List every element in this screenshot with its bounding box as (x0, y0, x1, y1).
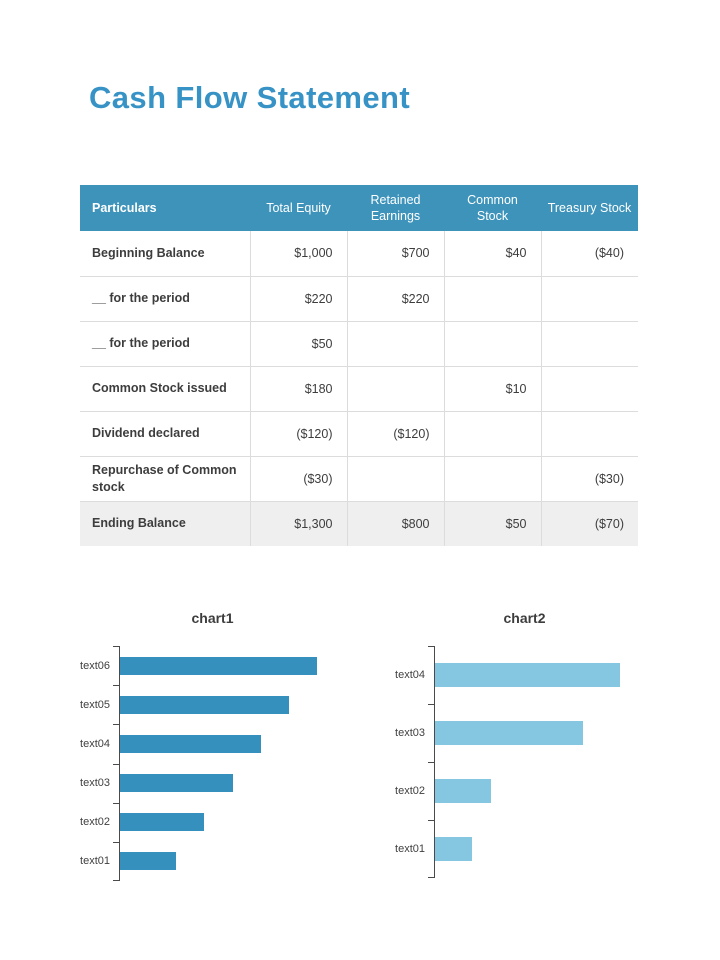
category-label: text04 (395, 669, 425, 681)
chart2-plot (395, 646, 657, 878)
table-cell (444, 276, 541, 321)
table-cell: $50 (444, 501, 541, 546)
axis-tick (113, 724, 120, 725)
table-cell: $700 (347, 231, 444, 276)
table-cell: $40 (444, 231, 541, 276)
table-cell: ($40) (541, 231, 638, 276)
bar-text05 (120, 696, 289, 714)
table-cell: $180 (250, 366, 347, 411)
category-label: text06 (80, 660, 110, 672)
cash-flow-table (80, 185, 638, 546)
table-cell: ($120) (347, 411, 444, 456)
axis-tick (428, 877, 435, 878)
row-label: __ for the period (80, 276, 250, 321)
category-label: text01 (80, 855, 110, 867)
table-header-row (80, 185, 638, 231)
chart2-title: chart2 (503, 610, 546, 626)
table-cell: $1,000 (250, 231, 347, 276)
axis-tick (113, 842, 120, 843)
bar-text01 (435, 837, 472, 861)
row-label: Ending Balance (80, 501, 250, 546)
row-label: Dividend declared (80, 411, 250, 456)
table-cell (347, 456, 444, 501)
table-cell (347, 366, 444, 411)
axis-tick (428, 762, 435, 763)
bar-text06 (120, 657, 317, 675)
bar-text02 (435, 779, 491, 803)
category-label: text01 (395, 843, 425, 855)
table-cell: $10 (444, 366, 541, 411)
table-cell: ($70) (541, 501, 638, 546)
column-header-3: Common Stock (444, 185, 541, 231)
axis-tick (428, 704, 435, 705)
category-label: text02 (80, 816, 110, 828)
category-label: text02 (395, 785, 425, 797)
axis-tick (113, 880, 120, 881)
table-row (80, 276, 638, 321)
bar-text03 (120, 774, 233, 792)
axis-tick (113, 646, 120, 647)
table-body (80, 231, 638, 546)
axis-tick (113, 803, 120, 804)
table-cell (444, 456, 541, 501)
category-label: text05 (80, 699, 110, 711)
axis-tick (428, 646, 435, 647)
table-row (80, 366, 638, 411)
row-label: Beginning Balance (80, 231, 250, 276)
table-cell (541, 366, 638, 411)
row-label: Common Stock issued (80, 366, 250, 411)
bar-text04 (120, 735, 261, 753)
column-header-particulars: Particulars (80, 185, 250, 231)
column-header-2: Retained Earnings (347, 185, 444, 231)
axis-tick (113, 764, 120, 765)
table-cell: $50 (250, 321, 347, 366)
table-cell (444, 321, 541, 366)
table-row (80, 456, 638, 501)
bar-text02 (120, 813, 204, 831)
table-cell (541, 411, 638, 456)
category-label: text04 (80, 738, 110, 750)
row-label: __ for the period (80, 321, 250, 366)
table-cell (347, 321, 444, 366)
table-cell: $800 (347, 501, 444, 546)
table-row (80, 231, 638, 276)
bar-text04 (435, 663, 620, 687)
bar-text03 (435, 721, 583, 745)
page-title: Cash Flow Statement (89, 80, 411, 115)
bar-text01 (120, 852, 176, 870)
category-label: text03 (80, 777, 110, 789)
table-cell: ($30) (250, 456, 347, 501)
table-row (80, 411, 638, 456)
table-cell: $220 (250, 276, 347, 321)
table-row (80, 501, 638, 546)
table-row (80, 321, 638, 366)
table-cell (444, 411, 541, 456)
table-cell (541, 276, 638, 321)
axis-tick (113, 685, 120, 686)
chart1-title: chart1 (191, 610, 234, 626)
row-label: Repurchase of Common stock (80, 456, 250, 501)
table-cell (541, 321, 638, 366)
chart1-plot (80, 646, 345, 881)
column-header-1: Total Equity (250, 185, 347, 231)
table-cell: ($30) (541, 456, 638, 501)
category-label: text03 (395, 727, 425, 739)
column-header-4: Treasury Stock (541, 185, 638, 231)
table-cell: ($120) (250, 411, 347, 456)
table-cell: $220 (347, 276, 444, 321)
table-cell: $1,300 (250, 501, 347, 546)
axis-tick (428, 820, 435, 821)
